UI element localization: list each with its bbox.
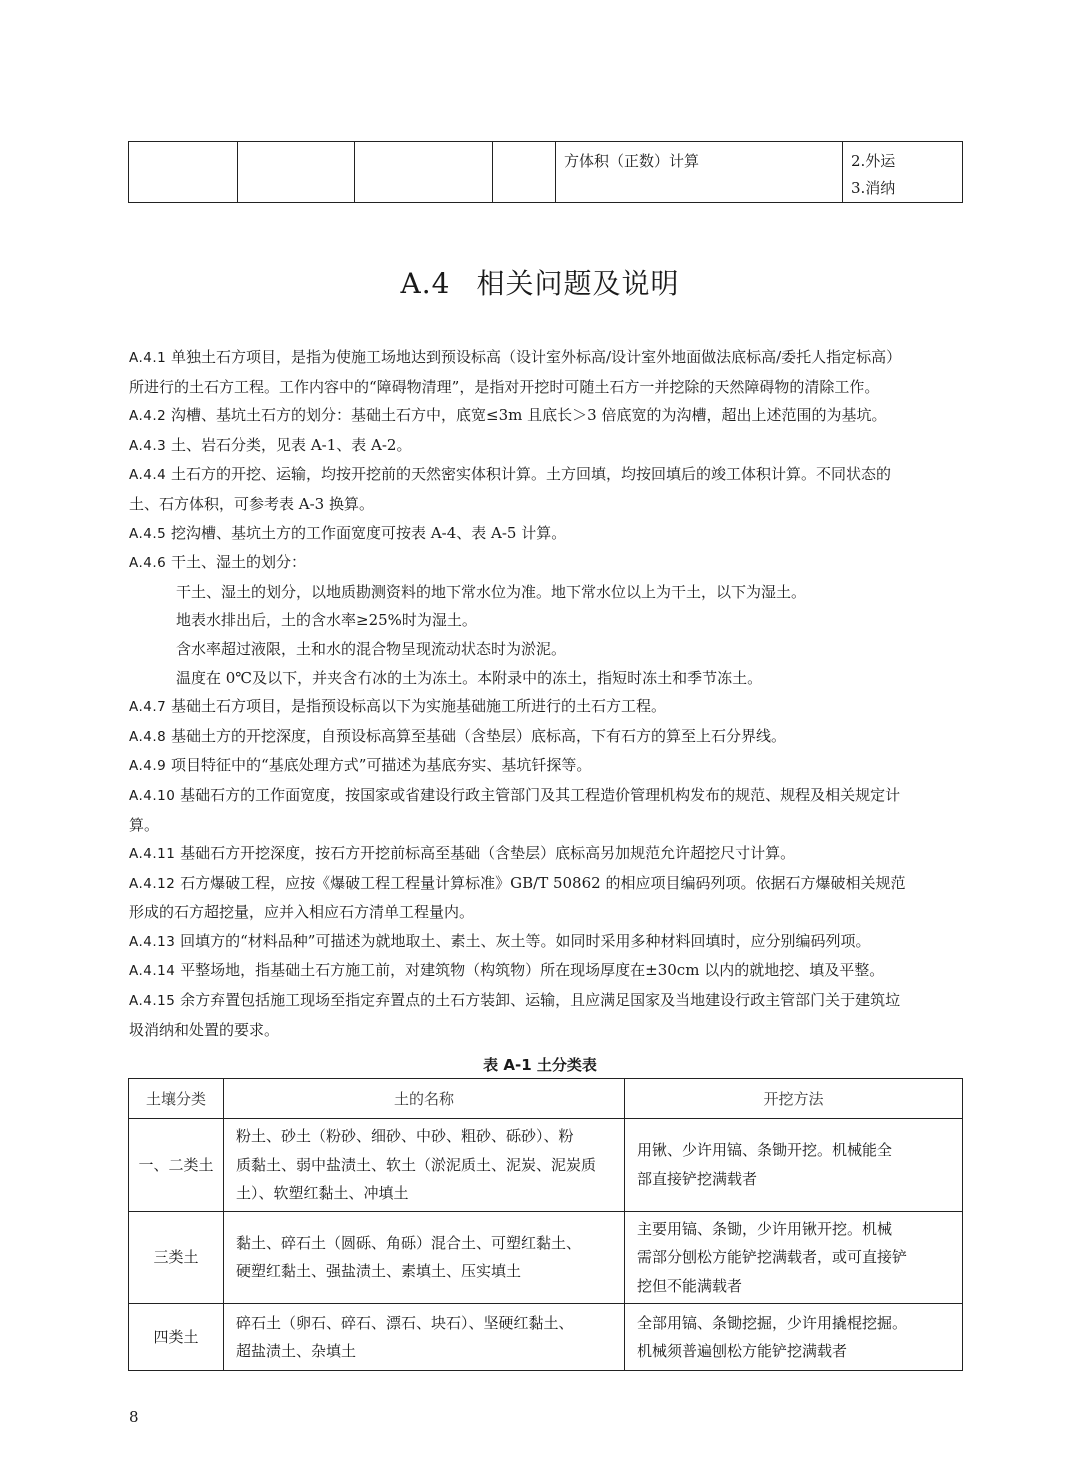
work-step: 3.消纳	[851, 179, 896, 197]
item-text: 含水率超过液限，土和水的混合物呈现流动状态时为淤泥。	[176, 639, 567, 658]
item-text: 地表水排出后，土的含水率≥25%时为湿土。	[176, 611, 477, 630]
text-line: 全部用镐、条锄挖掘，少许用撬棍挖掘。	[637, 1313, 908, 1332]
explanation-line	[129, 490, 965, 519]
text-line: 黏土、碎石土（圆砾、角砾）混合土、可塑红黏土、	[236, 1233, 582, 1252]
item-code: A.4.9	[129, 758, 167, 775]
explanation-line	[129, 869, 965, 899]
empty-cell	[493, 142, 556, 203]
calc-rule-cell	[556, 142, 843, 203]
item-code: A.4.3	[129, 437, 167, 454]
item-code: A.4.2	[129, 408, 167, 425]
explanation-line	[129, 401, 965, 431]
explanation-line	[129, 781, 965, 811]
item-text: 基础土方的开挖深度，自预设标高算至基础（含垫层）底标高，下有石方的算至上石分界线。	[171, 726, 787, 745]
item-code: A.4.12	[129, 875, 176, 892]
explanation-line	[129, 460, 965, 490]
item-text: 石方爆破工程，应按《爆破工程工程量计算标准》GB/T 50862 的相应项目编码列项。依据石方爆破相关规范	[180, 873, 906, 892]
soil-category: 一、二类土	[129, 1119, 224, 1212]
explanation-line	[129, 751, 965, 781]
item-code: A.4.10	[129, 787, 176, 804]
empty-cell	[129, 142, 238, 203]
item-text: 土、石方体积，可参考表 A-3 换算。	[129, 494, 374, 513]
item-text: 所进行的土石方工程。工作内容中的“障碍物清理”，是指对开挖时可随土石方一并挖除的天然障碍物的清除工作。	[129, 377, 880, 396]
text-line: 挖但不能满载者	[637, 1276, 743, 1295]
dig-method	[625, 1119, 963, 1212]
item-code: A.4.6	[129, 555, 167, 572]
explanation-line	[129, 898, 965, 927]
explanation-line	[129, 343, 965, 373]
section-number: A.4	[400, 267, 451, 300]
explanation-line	[129, 839, 965, 869]
explanation-line	[129, 692, 965, 722]
explanation-line	[129, 606, 965, 635]
item-code: A.4.5	[129, 525, 167, 542]
explanation-line	[129, 373, 965, 402]
item-text: 温度在 0℃及以下，并夹含冇冰的土为冻土。本附录中的冻土，指短时冻土和季节冻土。	[176, 668, 763, 687]
text-line: 超盐渍土、杂填土	[236, 1342, 357, 1360]
item-code: A.4.8	[129, 728, 167, 745]
explanation-line	[129, 986, 965, 1016]
text-line: 粉土、砂土（粉砂、细砂、中砂、粗砂、砾砂）、粉	[236, 1127, 574, 1145]
empty-cell	[355, 142, 493, 203]
text-line: 主要用镐、条锄，少许用锹开挖。机械	[637, 1219, 893, 1238]
item-code: A.4.7	[129, 699, 167, 716]
column-header: 土壤分类	[129, 1079, 224, 1119]
soil-category: 四类土	[129, 1304, 224, 1371]
item-text: 余方弃置包括施工现场至指定弃置点的土石方装卸、运输，且应满足国家及当地建设行政主管部门关于建筑垃	[180, 991, 901, 1010]
soil-names	[224, 1119, 625, 1212]
item-text: 沟槽、基坑土石方的划分：基础土石方中，底宽≤3m 且底长＞3 倍底宽的为沟槽，超出上述范围的为基坑。	[171, 406, 887, 425]
table-caption: 表 A-1 土分类表	[483, 1056, 597, 1074]
explanation-line	[129, 927, 965, 957]
section-title: 相关问题及说明	[476, 267, 680, 300]
explanation-line	[129, 1016, 965, 1045]
explanation-line	[129, 519, 965, 549]
column-header: 土的名称	[224, 1079, 625, 1119]
item-text: 土、岩石分类，见表 A-1、表 A-2。	[171, 435, 412, 454]
item-code: A.4.13	[129, 933, 176, 950]
item-text: 算。	[129, 815, 160, 834]
text-line: 土）、软塑红黏土、冲填土	[236, 1184, 409, 1202]
explanation-line	[129, 664, 965, 693]
item-code: A.4.15	[129, 993, 176, 1010]
item-text: 项目特征中的“基底处理方式”可描述为基底夯实、基坑钎探等。	[171, 756, 592, 775]
calc-rule-text: 方体积（正数）计算	[564, 152, 700, 170]
text-line: 碎石土（卵石、碎石、漂石、块石）、坚硬红黏土、	[236, 1313, 574, 1332]
explanation-line	[129, 635, 965, 664]
item-code: A.4.1	[129, 350, 167, 366]
explanation-line	[129, 956, 965, 986]
table-row	[129, 1304, 963, 1371]
table-row	[129, 142, 963, 203]
item-text: 平整场地，指基础土石方施工前，对建筑物（构筑物）所在现场厚度在±30cm 以内的就地挖、填及平整。	[180, 961, 885, 980]
soil-classification-table	[128, 1078, 963, 1371]
section-heading	[0, 262, 1080, 302]
explanation-line	[129, 578, 965, 607]
item-text: 回填方的“材料品种”可描述为就地取土、素土、灰土等。如同时采用多种材料回填时，应分别编码列项。	[180, 931, 871, 950]
text-line: 部直接铲挖满载者	[637, 1169, 758, 1188]
soil-names	[224, 1304, 625, 1371]
item-text: 圾消纳和处置的要求。	[129, 1020, 280, 1039]
table-row	[129, 1211, 963, 1304]
item-code: A.4.11	[129, 846, 176, 863]
soil-names	[224, 1211, 625, 1304]
page-number: 8	[129, 1408, 139, 1426]
text-line: 需部分刨松方能铲挖满载者，或可直接铲	[637, 1248, 908, 1266]
explanation-line	[129, 431, 965, 461]
empty-cell	[238, 142, 355, 203]
text-line: 质黏土、弱中盐渍土、软土（淤泥质土、泥炭、泥炭质	[236, 1155, 597, 1174]
explanation-line	[129, 811, 965, 840]
item-text: 单独土石方项目，是指为使施工场地达到预设标高（设计室外标高/设计室外地面做法底标高/委托人指定标高）	[171, 348, 902, 366]
continuation-table	[128, 141, 963, 203]
work-step: 2.外运	[851, 152, 896, 170]
item-code: A.4.14	[129, 963, 176, 980]
item-text: 干土、湿土的划分，以地质勘测资料的地下常水位为准。地下常水位以上为干土，以下为湿土。	[176, 582, 807, 601]
table-row	[129, 1119, 963, 1212]
item-text: 基础土石方项目，是指预设标高以下为实施基础施工所进行的土石方工程。	[171, 697, 667, 716]
text-line: 用锹、少许用镐、条锄开挖。机械能全	[637, 1141, 893, 1160]
table-header-row	[129, 1079, 963, 1119]
item-text: 基础石方的工作面宽度，按国家或省建设行政主管部门及其工程造价管理机构发布的规范、规程及相关规定计	[180, 785, 901, 804]
explanation-line	[129, 722, 965, 752]
explanation-line	[129, 548, 965, 578]
item-text: 形成的石方超挖量，应并入相应石方清单工程量内。	[129, 903, 475, 922]
item-text: 基础石方开挖深度，按石方开挖前标高至基础（含垫层）底标高另加规范允许超挖尺寸计算。	[180, 844, 796, 863]
item-code: A.4.4	[129, 467, 167, 484]
item-text: 土石方的开挖、运输，均按开挖前的天然密实体积计算。土方回填，均按回填后的竣工体积计算。不同状态的	[171, 465, 892, 484]
work-content-cell	[843, 142, 963, 203]
dig-method	[625, 1304, 963, 1371]
item-text: 挖沟槽、基坑土方的工作面宽度可按表 A-4、表 A-5 计算。	[171, 523, 567, 542]
dig-method	[625, 1211, 963, 1304]
explanation-list	[129, 343, 965, 1044]
item-text: 干土、湿土的划分：	[171, 553, 307, 572]
text-line: 机械须普遍刨松方能铲挖满载者	[637, 1342, 848, 1360]
soil-category: 三类土	[129, 1211, 224, 1304]
text-line: 硬塑红黏土、强盐渍土、素填土、压实填土	[236, 1262, 522, 1281]
column-header: 开挖方法	[625, 1079, 963, 1119]
